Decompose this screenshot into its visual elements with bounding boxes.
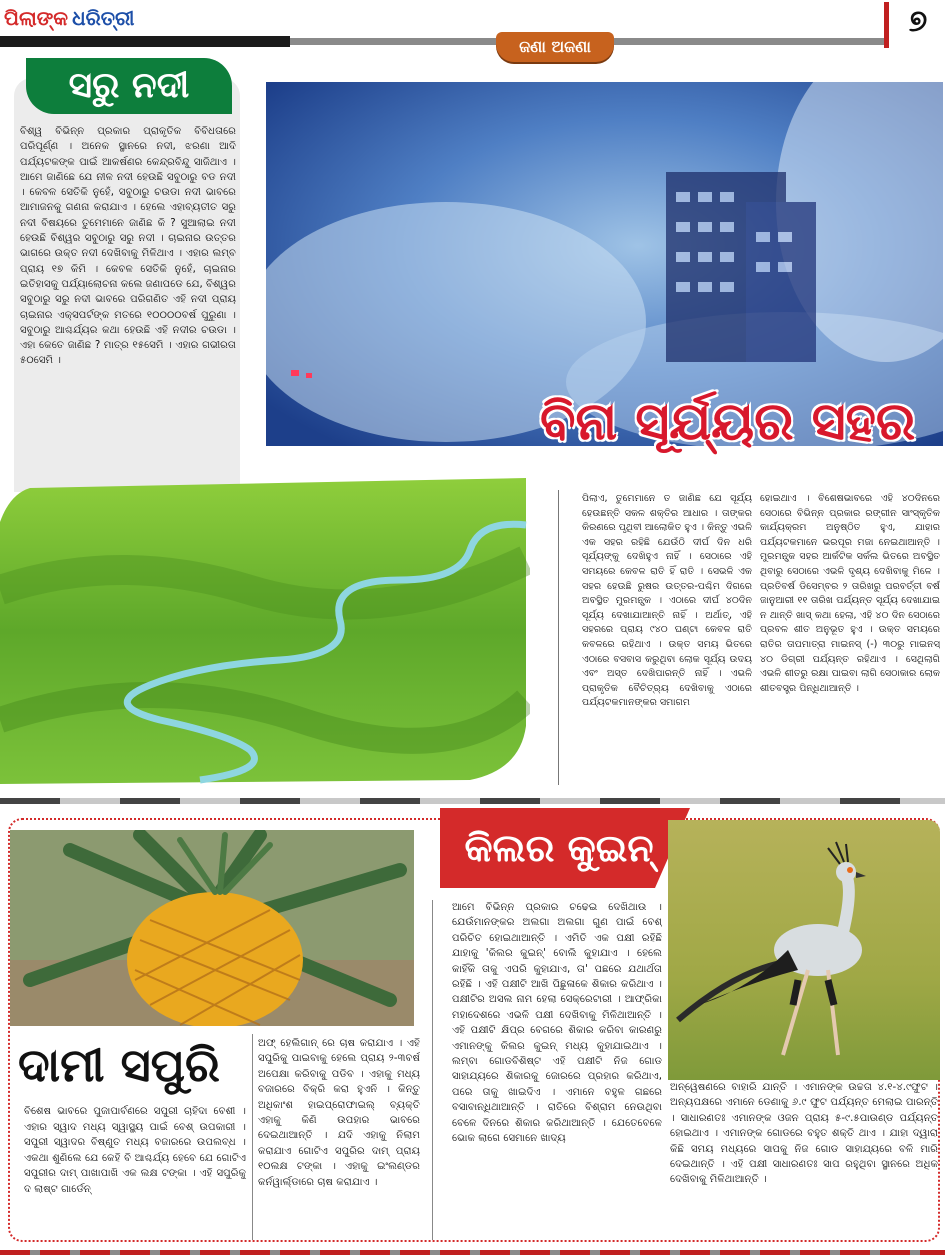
dami-sapuri-col1: ବିଶେଷ ଭାବରେ ପୁଜାପାର୍ବଣରେ ସପୁରୀ ଚାହିଦା ବେଶୀ । ଏହାର ସ୍ୱାଦ ମଧ୍ୟ ସ୍ୱାସ୍ଥ୍ୟ ପାଇଁ ବେଶ୍ ଉପକାରୀ । ସପୁରୀ ସ୍ୱାଦର ବିଷ୍ଣୁତ ମଧ୍ୟ ବଜାରରେ ଉପଲବ୍ଧ । ଏକଥା ଶୁଣିଲେ ଯେ କେହି ବି ଆଶ୍ଚର୍ଯ୍ୟ ହେବେ ଯେ ଗୋଟିଏ ସପୁରୀର ଦାମ୍ ପାଖାପାଖି ଏକ ଲକ୍ଷ ଟଙ୍କା । ଏହି ସପୁରିକୁ ଦ ଲାଷ୍ଟ ଗାର୍ଡେନ୍: [24, 1106, 246, 1195]
newspaper-logo: [4, 4, 144, 32]
column-rule: [432, 900, 433, 1240]
page-number-rule: [884, 2, 889, 48]
city-article-col2: ହୋଇଥାଏ । ବିଶେଷଭାବରେ ଏହି ୪୦ଦିନରେ ସେଠାରେ ବିଭିନ୍ନ ପ୍ରକାର ରଙ୍ଗୀନ ସାଂସ୍କୃତିକ କାର୍ଯ୍ୟକ୍ରମ ଅନୁଷ୍ଠିତ ହୁଏ, ଯାହାର ପର୍ଯ୍ୟଟକମାନେ ଭରପୂର ମଜା ନେଇଥାଆନ୍ତି । ମୁରମନ୍ସ୍କ ସହର ଆର୍କଟିକ ସର୍କଲ ଭିତରେ ଅବସ୍ଥିତ ଥିବାରୁ ସେଠାରେ ଏଭଳି ଦୃଶ୍ୟ ଦେଖିବାକୁ ମିଳେ । ପ୍ରତିବର୍ଷ ଡିସେମ୍ବର ୨ ତାରିଖରୁ ପରବର୍ତ୍ତୀ ବର୍ଷ ଜାନୁଆରୀ ୧୧ ତାରିଖ ପର୍ଯ୍ୟନ୍ତ ସୂର୍ଯ୍ୟ ଦେଖାଯାଇ ନ ଥାନ୍ତି ଖାସ୍ କଥା ହେଲା, ଏହି ୪୦ ଦିନ ସେଠାରେ ପ୍ରବଳ ଶୀତ ଅନୁଭୂତ ହୁଏ । ଉକ୍ତ ସମୟରେ ରାତିର ତାପମାତ୍ରା ମାଇନସ୍ (-) ୩୦ରୁ ମାଇନସ୍ ୪୦ ଡିଗ୍ରୀ ପର୍ଯ୍ୟନ୍ତ ରହିଥାଏ । ସେଥିଲାଗି ଏଭଳି ଶୀତରୁ ରକ୍ଷା ପାଇବା ଲାଗି ସେଠାକାର ଲୋକ ଶୀତବସ୍ତ୍ର ପିନ୍ଧିଥାଆନ୍ତି ।: [760, 493, 940, 694]
header-bar-dark: [0, 36, 290, 47]
section-banner: ଜଣା ଅଜଣା: [496, 32, 614, 62]
footer-bar: [0, 1250, 945, 1255]
page-number: ୭: [908, 4, 928, 39]
killer-queen-title: କିଲର କୁଇନ୍: [464, 826, 654, 870]
saru-nadi-body: ବିଶ୍ୱ ବିଭିନ୍ନ ପ୍ରକାର ପ୍ରାକୃତିକ ବିବିଧତାରେ ପରିପୂର୍ଣ୍ଣ । ଅନେକ ସ୍ଥାନରେ ନଦୀ, ଝରଣା ଆଦି ପର୍ଯ୍ୟଟକଙ୍କ ପାଇଁ ଆକର୍ଷଣର କେନ୍ଦ୍ରବିନ୍ଦୁ ସାଜିଥାଏ । ଆମେ ଜାଣିଛେ ଯେ ନୀଳ ନଦୀ ହେଉଛି ସବୁଠାରୁ ବଡ ନଦୀ । କେବଳ ସେତିକି ନୁହେଁ, ସବୁଠାରୁ ଚଉଡା ନଦୀ ଭାବରେ ଆମାଜନକୁ ଗଣନା କରାଯାଏ । ହେଲେ ଏହାବ୍ୟତୀତ ସରୁ ନଦୀ ବିଷୟରେ ତୁମେମାନେ ଜାଣିଛ କି ? ସୁଆଲାଇ ନଦୀ ହେଉଛି ବିଶ୍ୱର ସବୁଠାରୁ ସରୁ ନଦୀ । ଚାଇନାର ଉତ୍ତର ଭାଗରେ ଉକ୍ତ ନଦୀ ଦେଖିବାକୁ ମିଳିଥାଏ । ଏହାର ଲମ୍ବ ପ୍ରାୟ ୧୭ କିମି । କେବଳ ସେତିକି ନୁହେଁ, ଚାଇନାର ଇତିହାସକୁ ପର୍ଯ୍ୟାଲୋଚନା କଲେ ଜଣାପଡେ ଯେ, ବିଶ୍ୱର ସବୁଠାରୁ ସରୁ ନଦୀ ଭାବରେ ପରିଗଣିତ ଏହି ନଦୀ ପ୍ରାୟ ଚାଇନାର ଏକ୍ସପର୍ଟଙ୍କ ମତରେ ୧୦୦୦୦ବର୍ଷ ପୁରୁଣା । ସବୁଠାରୁ ଆଶ୍ଚର୍ଯ୍ୟର କଥା ହେଉଛି ଏହି ନଦୀର ଚଉଡା । ଏହା କେତେ ଜାଣିଛ ? ମାତ୍ର ୧୫ସେମି । ଏହାର ଗଭୀରତା ୫୦ସେମି ।: [20, 126, 236, 367]
pineapple-photo: [10, 830, 414, 1026]
column-rule: [558, 490, 559, 785]
dami-sapuri-col2: ଅଫ୍ ହେଲିଗାନ୍ ରେ ଚାଷ କରାଯାଏ । ଏହି ସପୁରିକୁ ପାଇବାକୁ ହେଲେ ପ୍ରାୟ ୨-୩ବର୍ଷ ଅପେକ୍ଷା କରିବାକୁ ପଡିବ । ଏହାକୁ ମଧ୍ୟ ବଜାରରେ ବିକ୍ରି କରା ହୁଏନି । କିନ୍ତୁ ଅଧିକାଂଶ ହାଇପ୍ରୋଫାଇଲ୍ ବ୍ୟକ୍ତି ଏହାକୁ କିଣି ଉପହାର ଭାବରେ ଦେଇଥାଆନ୍ତି । ଯଦି ଏହାକୁ ନିଲାମ କରାଯାଏ ଗୋଟିଏ ସପୁରିର ଦାମ୍ ପ୍ରାୟ ୧୦ଲକ୍ଷ ଟଙ୍କା । ଏହାକୁ ଇଂଲଣ୍ଡର କର୍ନୱାର୍ଲ୍ଡାରେ ଚାଷ କରାଯାଏ ।: [258, 1038, 420, 1188]
river-photo: [0, 470, 530, 784]
secretary-bird-photo: [668, 820, 940, 1080]
saru-nadi-title: ସରୁ ନଦୀ: [26, 58, 232, 114]
killer-queen-col2: ଅନ୍ୱେଷଣରେ ବାହାରି ଯାନ୍ତି । ଏମାନଙ୍କ ଉଚ୍ଚତା ୪.୧-୪.୯ଫୁଟ । ଅନ୍ୟପକ୍ଷରେ ଏମାନେ ଡେଣାକୁ ୬.୯ ଫୁଟ ପର୍ଯ୍ୟନ୍ତ ମେଲାଇ ପାରନ୍ତି । ସାଧାରଣତଃ ଏମାନଙ୍କ ଓଜନ ପ୍ରାୟ ୫-୯.୫ପାଉଣ୍ଡ ପର୍ଯ୍ୟନ୍ତ ହୋଇଥାଏ । ଏମାନଙ୍କ ଗୋଡରେ ବହୁତ ଶକ୍ତି ଥାଏ । ଯାହା ଦ୍ୱାରା କିଛି ସମୟ ମଧ୍ୟରେ ସାପକୁ ନିଜ ଗୋଡ ସାହାଯ୍ୟରେ ବଳି ମାରି ଦେଇଥାନ୍ତି । ଏହି ପକ୍ଷୀ ସାଧାରଣତଃ ସାପ ରହୁଥିବା ସ୍ଥାନରେ ଅଧିକ ଦେଖିବାକୁ ମିଳିଥାଆନ୍ତି ।: [670, 1082, 938, 1186]
section-separator: [0, 798, 945, 804]
city-article-col1: ପିଲାଏ, ତୁମେମାନେ ତ ଜାଣିଛ ଯେ ସୂର୍ଯ୍ୟ ହେଉଛନ୍ତି ସକଳ ଶକ୍ତିର ଆଧାର । ତାଙ୍କର କିରଣରେ ପୃଥିବୀ ଆଲୋକିତ ହୁଏ । କିନ୍ତୁ ଏଭଳି ଏକ ସହର ରହିଛି ଯେଉଁଠି ଦୀର୍ଘ ଦିନ ଧରି ସୂର୍ଯ୍ୟଙ୍କୁ ଦେଖିହୁଏ ନାହିଁ । ସେଠାରେ ଏହି ସମୟରେ କେବଳ ରାତି ହିଁ ରାତି । ସେଭଳି ଏକ ସହର ହେଉଛି ରୁଷର ଉତ୍ତର-ପଶ୍ଚିମ ଦିଗରେ ଅବସ୍ଥିତ ମୁରମନ୍ସ୍କ । ଏଠାରେ ଦୀର୍ଘ ୪୦ଦିନ ସୂର୍ଯ୍ୟ ଦେଖାଯାଆନ୍ତି ନାହିଁ । ଅର୍ଥାତ୍, ଏହି ସହରରେ ପ୍ରାୟ ୯୪୦ ଘଣ୍ଟା କେବଳ ରାତି କବଳରେ ରହିଥାଏ । ଉକ୍ତ ସମୟ ଭିତରେ ଏଠାରେ ବସବାସ କରୁଥିବା ଲୋକ ସୂର୍ଯ୍ୟ ଉଦୟ ଏବଂ ଅସ୍ତ ଦେଖିପାରନ୍ତି ନାହିଁ । ଏଭଳି ପ୍ରାକୃତିକ ବୈଚିତ୍ର୍ୟ ଦେଖିବାକୁ ଏଠାରେ ପର୍ଯ୍ୟଟକମାନଙ୍କର ସମାଗମ: [582, 493, 752, 709]
city-title: ବିନା ସୂର୍ଯ୍ୟର ସହର: [540, 392, 916, 452]
logo-part-1: ପିଲାଙ୍କ: [4, 6, 69, 30]
killer-queen-col1: ଆମେ ବିଭିନ୍ନ ପ୍ରକାର ଚଢେଇ ଦେଖିଥାଉ । ଯେଉଁମାନଙ୍କର ଅଲଗା ଅଲଗା ଗୁଣ ପାଇଁ ବେଶ୍ ପରିଚିତ ହୋଇଥାଆନ୍ତି । ଏମିତି ଏକ ପକ୍ଷୀ ରହିଛି ଯାହାକୁ 'କିଲର କୁଇନ୍' ବୋଲି କୁହାଯାଏ । ହେଲେ କାହିଁକି ତାକୁ ଏପରି କୁହାଯାଏ, ତା' ପଛରେ ଯଥାର୍ଥତା ରହିଛି । ଏହି ପକ୍ଷୀଟି ଆଖି ପିଛୁଳାକେ ଶିକାର କରିଥାଏ । ପକ୍ଷୀଟିର ଅସଲ ନାମ ହେଲା ସେକ୍ରେଟାରୀ । ଆଫ୍ରିକା ମହାଦେଶରେ ଏଭଳି ପକ୍ଷୀ ଦେଖିବାକୁ ମିଳିଥାଆନ୍ତି । ଏହି ପକ୍ଷୀଟି କ୍ଷିପ୍ର ବେଗରେ ଶିକାର କରିବା କାରଣରୁ ଏମାନଙ୍କୁ କିଲର କୁଇନ୍ ମଧ୍ୟ କୁହାଯାଇଥାଏ । ଲମ୍ବା ଗୋଡବିଶିଷ୍ଟ ଏହି ପକ୍ଷୀଟି ନିଜ ଗୋଡ ସାହାଯ୍ୟରେ ଶିକାରକୁ ଜୋରରେ ପ୍ରହାର କରିଥାଏ, ପରେ ତାକୁ ଖାଇଦିଏ । ଏମାନେ ବହୁଳ ଗଛରେ ବସାବାନ୍ଧିଥାଆନ୍ତି । ରାତିରେ ବିଶ୍ରାମ ନେଉଥିବା ବେଳେ ଦିନରେ ଶିକାର କରିଥାଆନ୍ତି । ଯେତେବେଳେ ଭୋକ ଲାଗେ ସେମାନେ ଖାଦ୍ୟ: [452, 902, 662, 1145]
dami-sapuri-title: ଦାମୀ ସପୁରି: [18, 1038, 220, 1092]
column-rule: [252, 1034, 253, 1240]
logo-part-2: ଧରିତ୍ରୀ: [72, 6, 135, 30]
